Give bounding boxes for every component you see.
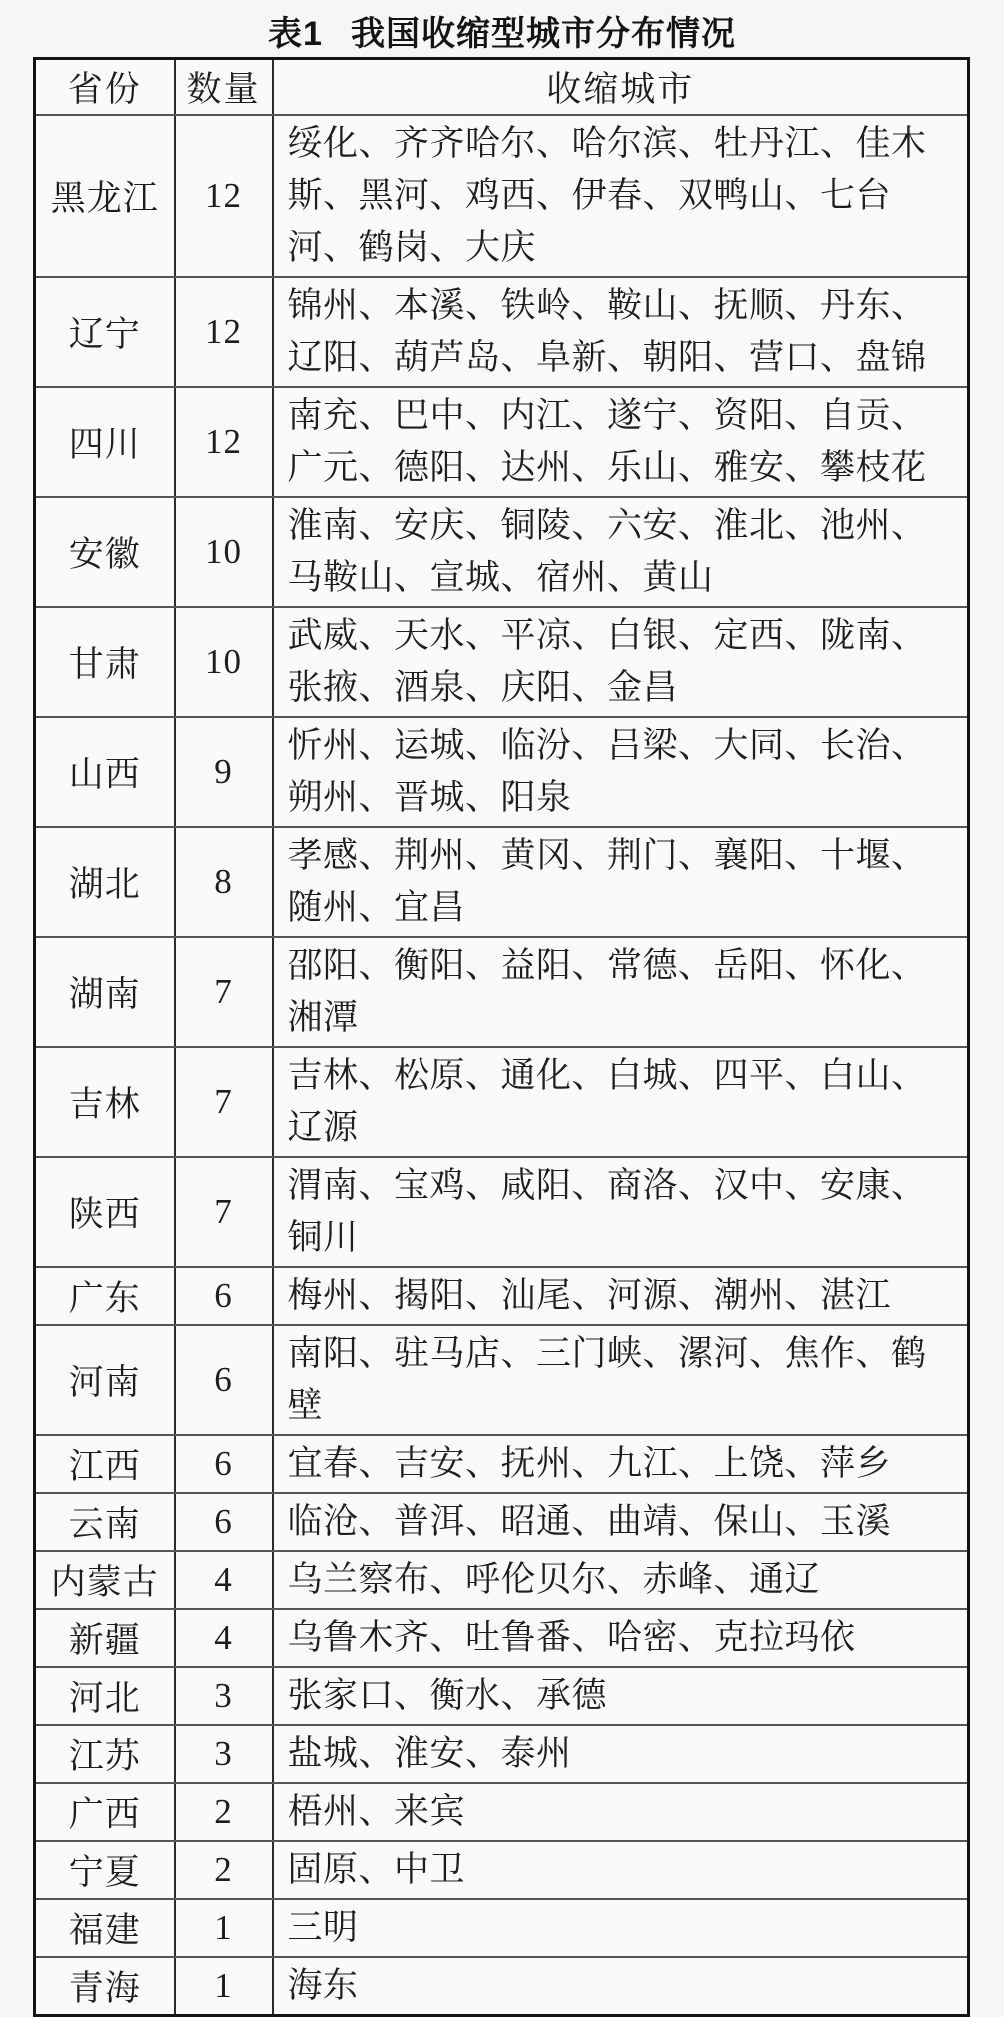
province-cell: 新疆 — [35, 1609, 175, 1667]
cities-cell: 梧州、来宾 — [273, 1783, 969, 1841]
header-count: 数量 — [175, 59, 273, 115]
province-cell: 辽宁 — [35, 277, 175, 387]
count-cell: 7 — [175, 1157, 273, 1267]
table-row — [35, 937, 969, 1047]
count-cell: 12 — [175, 115, 273, 277]
table-row — [35, 115, 969, 277]
header-province: 省份 — [35, 59, 175, 115]
count-cell: 10 — [175, 497, 273, 607]
table-row — [35, 1325, 969, 1435]
table-body — [35, 115, 969, 2016]
count-cell: 6 — [175, 1493, 273, 1551]
table-row — [35, 717, 969, 827]
count-cell: 2 — [175, 1783, 273, 1841]
cities-cell: 锦州、本溪、铁岭、鞍山、抚顺、丹东、辽阳、葫芦岛、阜新、朝阳、营口、盘锦 — [273, 277, 969, 387]
cities-cell: 三明 — [273, 1899, 969, 1957]
province-cell: 福建 — [35, 1899, 175, 1957]
province-cell: 河南 — [35, 1325, 175, 1435]
cities-cell: 孝感、荆州、黄冈、荆门、襄阳、十堰、随州、宜昌 — [273, 827, 969, 937]
shrinking-cities-table — [33, 57, 970, 2017]
count-cell: 2 — [175, 1841, 273, 1899]
table-row — [35, 607, 969, 717]
province-cell: 安徽 — [35, 497, 175, 607]
cities-cell: 吉林、松原、通化、白城、四平、白山、辽源 — [273, 1047, 969, 1157]
cities-cell: 固原、中卫 — [273, 1841, 969, 1899]
table-row — [35, 827, 969, 937]
cities-cell: 南阳、驻马店、三门峡、漯河、焦作、鹤壁 — [273, 1325, 969, 1435]
province-cell: 广西 — [35, 1783, 175, 1841]
table-row — [35, 497, 969, 607]
count-cell: 12 — [175, 387, 273, 497]
cities-cell: 临沧、普洱、昭通、曲靖、保山、玉溪 — [273, 1493, 969, 1551]
cities-cell: 宜春、吉安、抚州、九江、上饶、萍乡 — [273, 1435, 969, 1493]
table-row — [35, 277, 969, 387]
province-cell: 内蒙古 — [35, 1551, 175, 1609]
table-header-row — [35, 59, 969, 115]
province-cell: 湖北 — [35, 827, 175, 937]
table-row — [35, 1725, 969, 1783]
table-row — [35, 1609, 969, 1667]
count-cell: 6 — [175, 1325, 273, 1435]
table-row — [35, 1267, 969, 1325]
table-row — [35, 1899, 969, 1957]
count-cell: 6 — [175, 1435, 273, 1493]
cities-cell: 绥化、齐齐哈尔、哈尔滨、牡丹江、佳木斯、黑河、鸡西、伊春、双鸭山、七台河、鹤岗、大庆 — [273, 115, 969, 277]
count-cell: 8 — [175, 827, 273, 937]
table-row — [35, 1157, 969, 1267]
province-cell: 江西 — [35, 1435, 175, 1493]
header-cities: 收缩城市 — [273, 59, 969, 115]
table-title-text: 我国收缩型城市分布情况 — [350, 15, 736, 53]
province-cell: 湖南 — [35, 937, 175, 1047]
cities-cell: 武威、天水、平凉、白银、定西、陇南、张掖、酒泉、庆阳、金昌 — [273, 607, 969, 717]
table-row — [35, 1047, 969, 1157]
province-cell: 广东 — [35, 1267, 175, 1325]
cities-cell: 乌兰察布、呼伦贝尔、赤峰、通辽 — [273, 1551, 969, 1609]
province-cell: 青海 — [35, 1957, 175, 2016]
cities-cell: 南充、巴中、内江、遂宁、资阳、自贡、广元、德阳、达州、乐山、雅安、攀枝花 — [273, 387, 969, 497]
province-cell: 甘肃 — [35, 607, 175, 717]
table-row — [35, 1957, 969, 2016]
province-cell: 云南 — [35, 1493, 175, 1551]
province-cell: 四川 — [35, 387, 175, 497]
cities-cell: 渭南、宝鸡、咸阳、商洛、汉中、安康、铜川 — [273, 1157, 969, 1267]
table-title-label: 表1 — [268, 15, 323, 53]
count-cell: 9 — [175, 717, 273, 827]
count-cell: 1 — [175, 1957, 273, 2016]
province-cell: 河北 — [35, 1667, 175, 1725]
count-cell: 7 — [175, 1047, 273, 1157]
count-cell: 10 — [175, 607, 273, 717]
cities-cell: 张家口、衡水、承德 — [273, 1667, 969, 1725]
table-row — [35, 1841, 969, 1899]
cities-cell: 邵阳、衡阳、益阳、常德、岳阳、怀化、湘潭 — [273, 937, 969, 1047]
count-cell: 7 — [175, 937, 273, 1047]
cities-cell: 忻州、运城、临汾、吕梁、大同、长治、朔州、晋城、阳泉 — [273, 717, 969, 827]
count-cell: 3 — [175, 1725, 273, 1783]
table-row — [35, 1551, 969, 1609]
count-cell: 3 — [175, 1667, 273, 1725]
table-title — [0, 6, 1004, 55]
count-cell: 1 — [175, 1899, 273, 1957]
table-row — [35, 1667, 969, 1725]
cities-cell: 淮南、安庆、铜陵、六安、淮北、池州、马鞍山、宣城、宿州、黄山 — [273, 497, 969, 607]
province-cell: 吉林 — [35, 1047, 175, 1157]
province-cell: 陕西 — [35, 1157, 175, 1267]
province-cell: 江苏 — [35, 1725, 175, 1783]
cities-cell: 乌鲁木齐、吐鲁番、哈密、克拉玛依 — [273, 1609, 969, 1667]
table-row — [35, 1783, 969, 1841]
province-cell: 黑龙江 — [35, 115, 175, 277]
cities-cell: 盐城、淮安、泰州 — [273, 1725, 969, 1783]
cities-cell: 海东 — [273, 1957, 969, 2016]
province-cell: 山西 — [35, 717, 175, 827]
table-row — [35, 1435, 969, 1493]
cities-cell: 梅州、揭阳、汕尾、河源、潮州、湛江 — [273, 1267, 969, 1325]
table-row — [35, 1493, 969, 1551]
count-cell: 6 — [175, 1267, 273, 1325]
province-cell: 宁夏 — [35, 1841, 175, 1899]
count-cell: 4 — [175, 1551, 273, 1609]
table-row — [35, 387, 969, 497]
count-cell: 4 — [175, 1609, 273, 1667]
count-cell: 12 — [175, 277, 273, 387]
